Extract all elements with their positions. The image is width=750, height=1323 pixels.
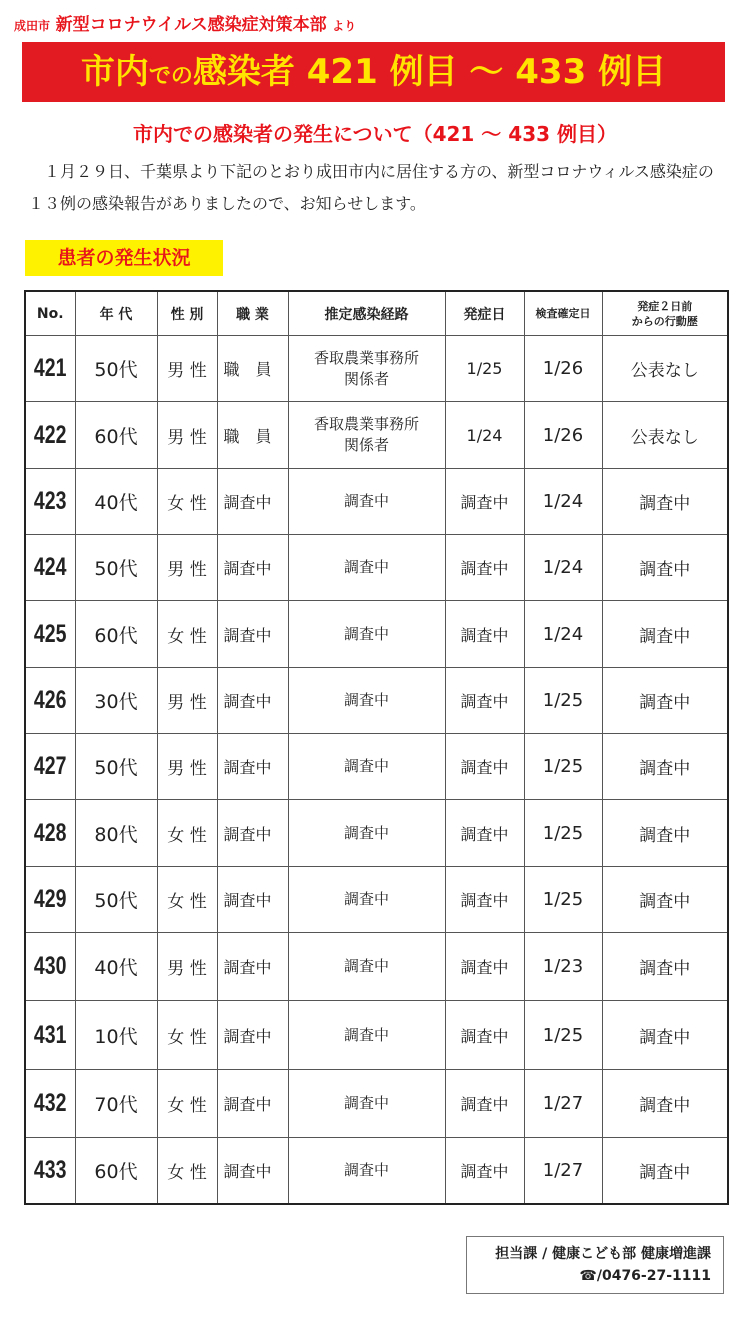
route-cell: [288, 734, 445, 800]
confirmed-date-cell: 1/24: [524, 468, 602, 534]
onset-cell: 調査中: [445, 468, 524, 534]
history-cell: 調査中: [602, 1001, 728, 1069]
headquarters-name: 新型コロナウイルス感染症対策本部: [55, 15, 327, 35]
table-row: [25, 800, 728, 866]
onset-cell: 調査中: [445, 1138, 524, 1204]
route-line1: 調査中: [343, 1093, 389, 1112]
age-cell: 50代: [75, 535, 157, 601]
case-number: 424: [31, 535, 70, 601]
subtitle: 市内での感染者の発生について（421 ～ 433 例目）: [133, 122, 617, 146]
age-cell: 80代: [75, 800, 157, 866]
age-cell: 50代: [75, 336, 157, 402]
occupation-cell: 調査中: [217, 601, 288, 667]
confirmed-date-cell: 1/26: [524, 336, 602, 402]
sex-cell: 男 性: [157, 667, 217, 733]
confirmed-date-cell: 1/25: [524, 1001, 602, 1069]
case-number: 428: [31, 800, 70, 866]
onset-cell: 調査中: [445, 601, 524, 667]
history-cell: 調査中: [602, 800, 728, 866]
route-line1: 調査中: [343, 889, 389, 908]
occupation-cell: 職 員: [217, 336, 288, 402]
occupation-cell: 調査中: [217, 1069, 288, 1137]
route-line1: 調査中: [343, 690, 389, 709]
confirmed-date-cell: 1/23: [524, 933, 602, 1001]
onset-cell: 調査中: [445, 535, 524, 601]
route-cell: [288, 601, 445, 667]
occupation-cell: 調査中: [217, 933, 288, 1001]
header-history-line1: 発症２日前: [637, 299, 693, 313]
route-cell: [288, 1069, 445, 1137]
table-row: [25, 933, 728, 1001]
table-row: [25, 866, 728, 932]
onset-cell: 調査中: [445, 866, 524, 932]
occupation-cell: 調査中: [217, 800, 288, 866]
history-cell: 公表なし: [602, 336, 728, 402]
case-number: 432: [31, 1069, 70, 1137]
table-body: [25, 336, 728, 1205]
history-cell: 調査中: [602, 1138, 728, 1204]
history-cell: 調査中: [602, 601, 728, 667]
occupation-cell: 調査中: [217, 1138, 288, 1204]
age-cell: 50代: [75, 734, 157, 800]
table-row: [25, 336, 728, 402]
route-line1: 香取農業事務所: [313, 415, 419, 434]
confirmed-date-cell: 1/24: [524, 601, 602, 667]
route-cell: [288, 1138, 445, 1204]
occupation-cell: 調査中: [217, 1001, 288, 1069]
route-cell: [288, 535, 445, 601]
case-number: 422: [31, 402, 70, 468]
contact-department: 担当課 / 健康こども部 健康増進課: [495, 1246, 711, 1262]
table-row: [25, 535, 728, 601]
sex-cell: 女 性: [157, 866, 217, 932]
phone-icon: ☎: [579, 1268, 597, 1284]
table-row: [25, 402, 728, 468]
age-cell: 40代: [75, 933, 157, 1001]
case-number: 433: [31, 1138, 70, 1204]
occupation-cell: 職 員: [217, 402, 288, 468]
sex-cell: 男 性: [157, 402, 217, 468]
confirmed-date-cell: 1/25: [524, 800, 602, 866]
header-confirmed: 検査確定日: [524, 291, 602, 336]
occupation-cell: 調査中: [217, 468, 288, 534]
history-cell: 調査中: [602, 535, 728, 601]
table-row: [25, 1069, 728, 1137]
sex-cell: 男 性: [157, 535, 217, 601]
route-line2: 関係者: [343, 369, 389, 388]
sex-cell: 女 性: [157, 800, 217, 866]
header-line: [14, 10, 356, 36]
route-cell: [288, 468, 445, 534]
onset-cell: 調査中: [445, 800, 524, 866]
case-number: 430: [31, 933, 70, 1001]
route-line1: 調査中: [343, 1161, 389, 1180]
route-line1: 調査中: [343, 491, 389, 510]
age-cell: 30代: [75, 667, 157, 733]
case-number: 429: [31, 866, 70, 932]
sex-cell: 女 性: [157, 1001, 217, 1069]
age-cell: 40代: [75, 468, 157, 534]
confirmed-date-cell: 1/25: [524, 734, 602, 800]
route-line1: 調査中: [343, 757, 389, 776]
header-onset: 発症日: [445, 291, 524, 336]
route-cell: [288, 933, 445, 1001]
route-line1: 香取農業事務所: [313, 348, 419, 367]
case-number: 427: [31, 734, 70, 800]
intro-text: １月２９日、千葉県より下記のとおり成田市内に居住する方の、新型コロナウィルス感染症の１３例の感染報告がありましたので、お知らせします。: [28, 162, 714, 213]
route-line1: 調査中: [343, 957, 389, 976]
table-row: [25, 601, 728, 667]
confirmed-date-cell: 1/25: [524, 667, 602, 733]
route-line1: 調査中: [343, 823, 389, 842]
header-suffix: より: [332, 19, 357, 33]
onset-cell: 調査中: [445, 734, 524, 800]
occupation-cell: 調査中: [217, 535, 288, 601]
sex-cell: 男 性: [157, 734, 217, 800]
sex-cell: 男 性: [157, 336, 217, 402]
table-row: [25, 1001, 728, 1069]
banner-part1: 市内: [80, 52, 149, 92]
case-table: [24, 290, 729, 1205]
confirmed-date-cell: 1/25: [524, 866, 602, 932]
confirmed-date-cell: 1/26: [524, 402, 602, 468]
route-cell: [288, 667, 445, 733]
route-line1: 調査中: [343, 558, 389, 577]
header-history-line2: からの行動歴: [631, 314, 698, 328]
history-cell: 公表なし: [602, 402, 728, 468]
history-cell: 調査中: [602, 667, 728, 733]
history-cell: 調査中: [602, 734, 728, 800]
confirmed-date-cell: 1/24: [524, 535, 602, 601]
city-name: 成田市: [14, 19, 51, 33]
contact-box: [466, 1236, 724, 1294]
table-row: [25, 734, 728, 800]
table-row: [25, 468, 728, 534]
case-number: 421: [31, 336, 70, 402]
header-occupation: 職 業: [217, 291, 288, 336]
header-sex: 性 別: [157, 291, 217, 336]
table-header-row: [25, 291, 728, 336]
case-number: 425: [31, 601, 70, 667]
case-number: 426: [31, 667, 70, 733]
contact-phone-line: [467, 1265, 711, 1287]
case-number: 423: [31, 468, 70, 534]
route-line2: 関係者: [343, 436, 389, 455]
onset-cell: 調査中: [445, 667, 524, 733]
table-row: [25, 1138, 728, 1204]
history-cell: 調査中: [602, 933, 728, 1001]
sex-cell: 女 性: [157, 1138, 217, 1204]
sex-cell: 女 性: [157, 601, 217, 667]
route-cell: [288, 866, 445, 932]
age-cell: 70代: [75, 1069, 157, 1137]
onset-cell: 調査中: [445, 1069, 524, 1137]
history-cell: 調査中: [602, 1069, 728, 1137]
table-row: [25, 667, 728, 733]
history-cell: 調査中: [602, 866, 728, 932]
section-label: 患者の発生状況: [25, 240, 223, 276]
route-cell: [288, 1001, 445, 1069]
onset-cell: 調査中: [445, 933, 524, 1001]
case-number: 431: [31, 1001, 70, 1069]
header-age: 年 代: [75, 291, 157, 336]
sex-cell: 女 性: [157, 468, 217, 534]
route-cell: [288, 336, 445, 402]
header-history: [602, 291, 728, 336]
route-cell: [288, 402, 445, 468]
occupation-cell: 調査中: [217, 667, 288, 733]
age-cell: 60代: [75, 402, 157, 468]
age-cell: 60代: [75, 1138, 157, 1204]
confirmed-date-cell: 1/27: [524, 1069, 602, 1137]
age-cell: 60代: [75, 601, 157, 667]
route-line1: 調査中: [343, 1025, 389, 1044]
age-cell: 10代: [75, 1001, 157, 1069]
sex-cell: 男 性: [157, 933, 217, 1001]
onset-cell: 調査中: [445, 1001, 524, 1069]
occupation-cell: 調査中: [217, 866, 288, 932]
occupation-cell: 調査中: [217, 734, 288, 800]
banner-part3: 感染者 421 例目 ～ 433 例目: [192, 52, 667, 92]
onset-cell: 1/24: [445, 402, 524, 468]
sex-cell: 女 性: [157, 1069, 217, 1137]
route-cell: [288, 800, 445, 866]
title-banner: [22, 42, 725, 102]
confirmed-date-cell: 1/27: [524, 1138, 602, 1204]
history-cell: 調査中: [602, 468, 728, 534]
age-cell: 50代: [75, 866, 157, 932]
banner-part2: での: [148, 64, 193, 89]
contact-phone: /0476-27-1111: [596, 1268, 711, 1284]
header-route: 推定感染経路: [288, 291, 445, 336]
route-line1: 調査中: [343, 624, 389, 643]
header-no: No.: [25, 291, 75, 336]
onset-cell: 1/25: [445, 336, 524, 402]
